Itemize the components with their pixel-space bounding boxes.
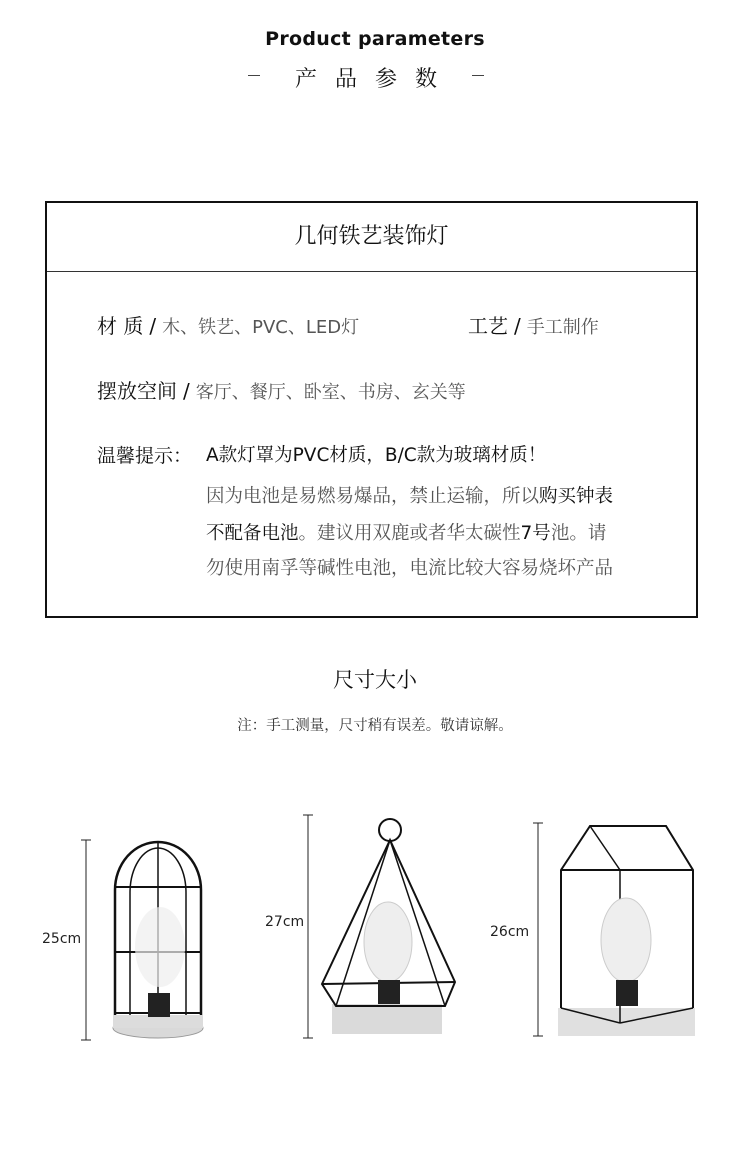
tip-line-3-emphasis: 不配备电池	[206, 523, 299, 544]
lamp-c-dimension-line	[533, 823, 543, 1036]
tip-line-3-text: 。建议用双鹿或者华太碳性	[298, 523, 521, 544]
lamp-c-height: 26cm	[490, 924, 530, 940]
tip-line-3-number: 7号	[520, 523, 551, 544]
craft-label: 工艺	[468, 314, 508, 338]
title-chinese: 产品参数	[294, 67, 455, 92]
tip-line-3	[206, 519, 606, 545]
material-row: 材 质 / 木、铁艺、PVC、LED灯	[97, 314, 360, 338]
space-row: 摆放空间 / 客厅、餐厅、卧室、书房、玄关等	[97, 379, 466, 403]
tip-line-2	[206, 482, 613, 508]
tip-line-3-end: 池。请	[550, 523, 607, 544]
size-note: 注：手工测量，尺寸稍有误差。敬请谅解。	[237, 718, 513, 734]
space-value: 客厅、餐厅、卧室、书房、玄关等	[195, 382, 466, 403]
space-label: 摆放空间	[97, 379, 177, 403]
lamp-b-pyramid-illustration	[300, 812, 465, 1044]
lamp-a-dimension-line	[81, 840, 91, 1040]
tip-line-2-emphasis: 购买钟表	[539, 486, 614, 507]
material-value: 木、铁艺、PVC、LED灯	[162, 317, 360, 338]
lamp-b-dimension-line	[303, 815, 313, 1038]
lamp-b-height: 27cm	[265, 914, 305, 930]
title-english: Product parameters	[265, 28, 485, 50]
title-dash-right	[472, 75, 484, 76]
lamp-c-house-illustration	[528, 818, 703, 1043]
lamp-a-height: 25cm	[42, 931, 82, 947]
lamp-a-cage-illustration	[80, 835, 215, 1047]
craft-row: 工艺 / 手工制作	[468, 314, 599, 338]
parameter-box	[45, 201, 698, 618]
tip-label: 温馨提示：	[97, 445, 193, 467]
size-title: 尺寸大小	[333, 668, 417, 692]
craft-value: 手工制作	[526, 317, 599, 338]
material-label: 材 质	[97, 314, 144, 338]
tip-line-2-text: 因为电池是易燃易爆品，禁止运输，所以	[206, 486, 540, 507]
tip-line-4: 勿使用南孚等碱性电池，电流比较大容易烧坏产品	[206, 558, 614, 579]
box-title: 几何铁艺装饰灯	[47, 203, 696, 272]
tip-line-1: A款灯罩为PVC材质，B/C款为玻璃材质！	[206, 445, 547, 466]
